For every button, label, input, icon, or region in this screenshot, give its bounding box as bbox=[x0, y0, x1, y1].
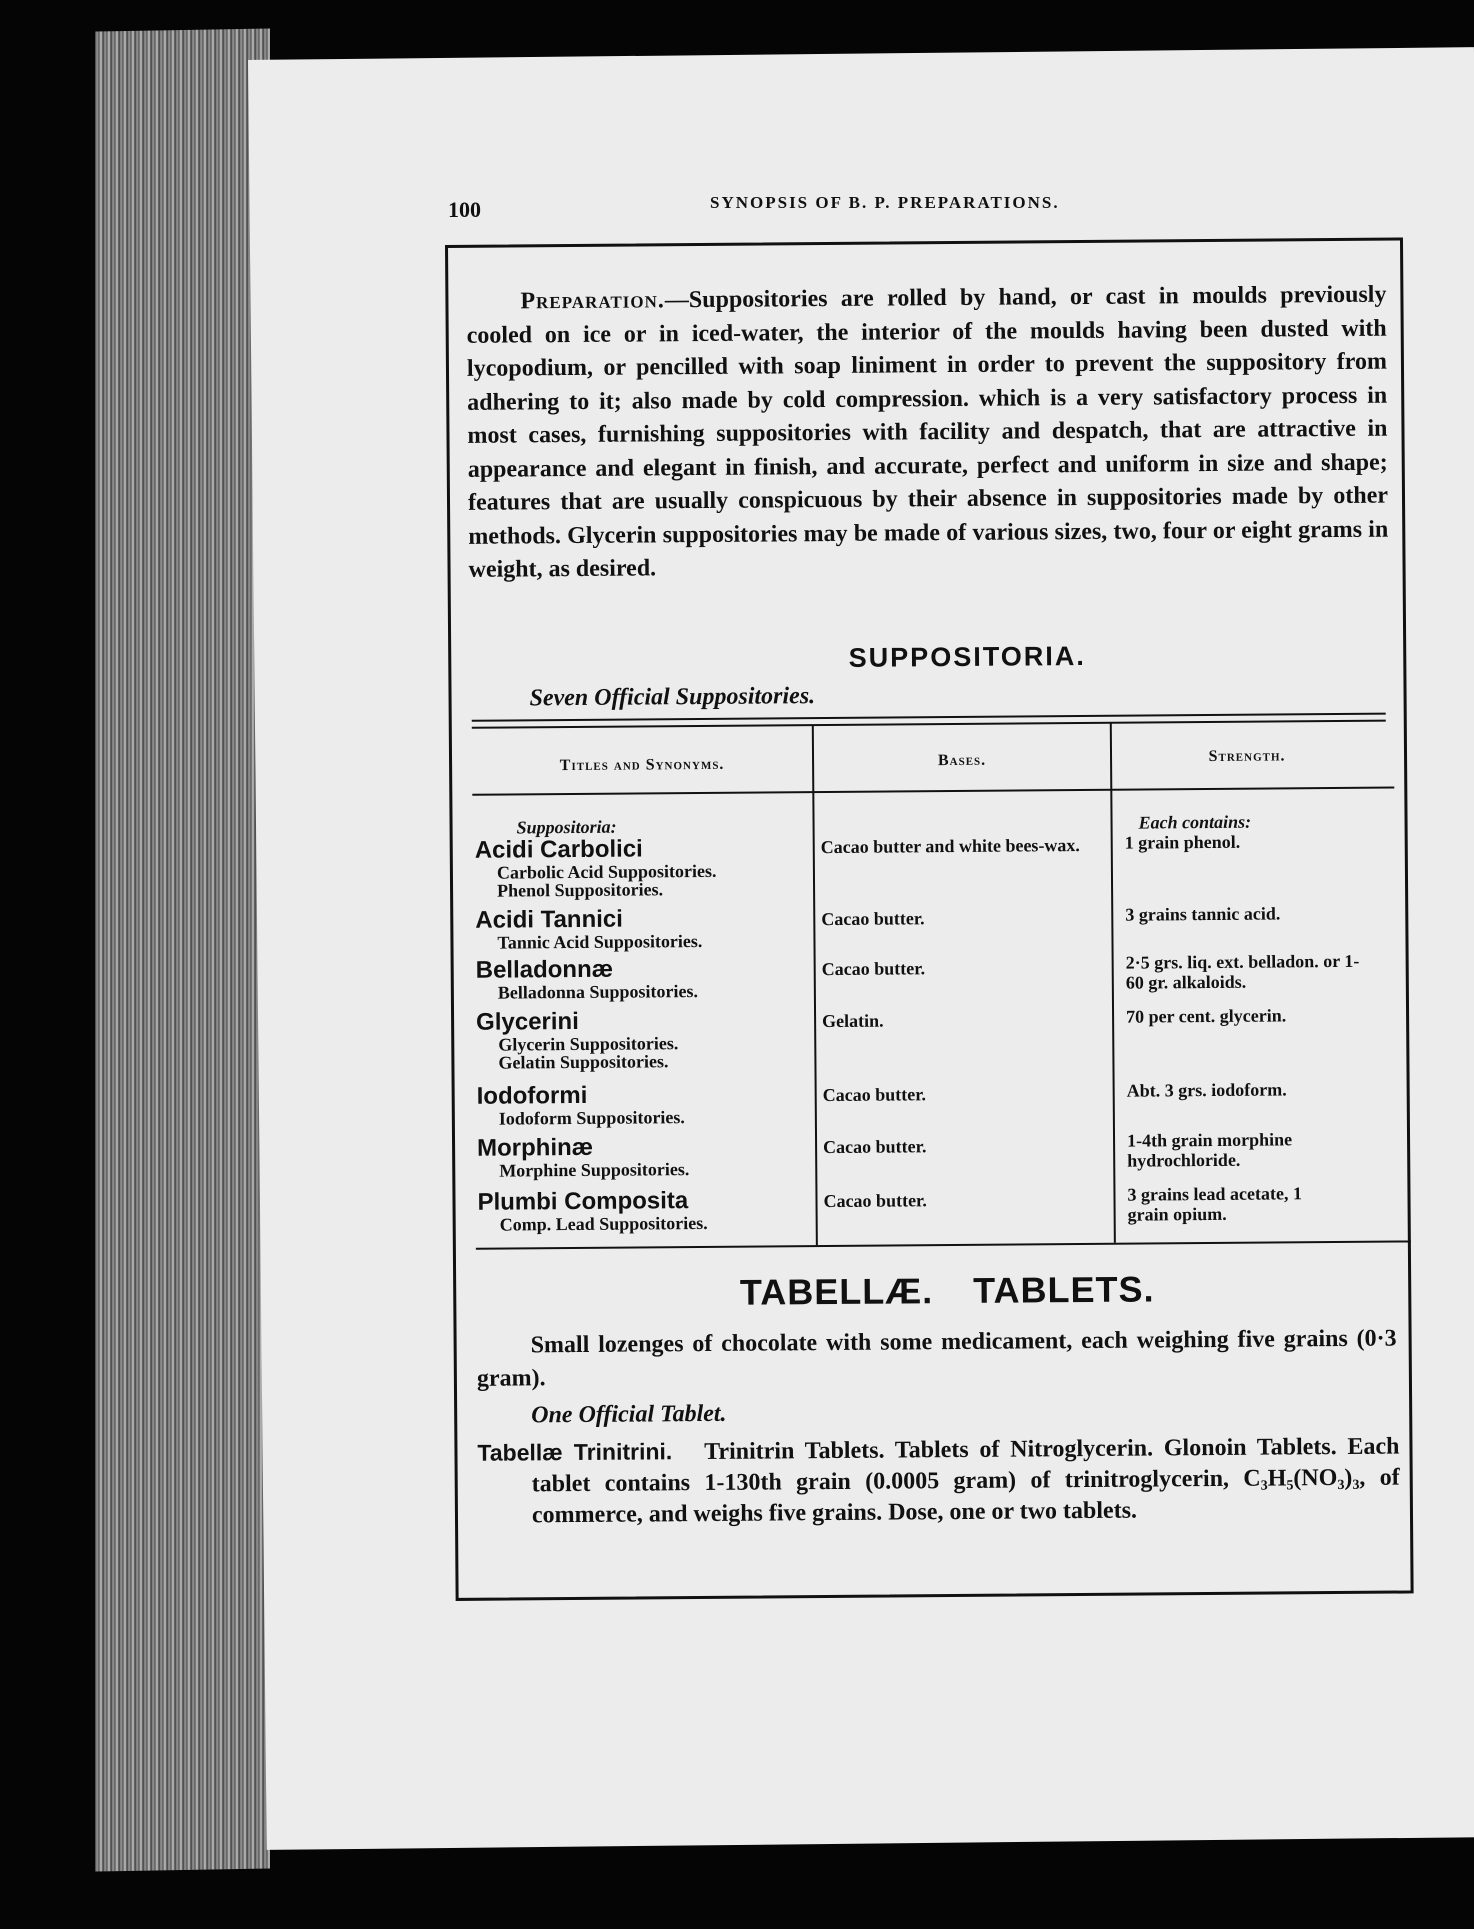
page-number: 100 bbox=[448, 197, 481, 222]
row-strength: 3 grains lead acetate, 1 grain opium. bbox=[1127, 1183, 1303, 1225]
column-divider-1 bbox=[812, 725, 818, 1245]
tabellae-entry bbox=[477, 1431, 1400, 1532]
row-title: Belladonnæ bbox=[475, 955, 614, 984]
tabellae-description-text: Small lozenges of chocolate with some medicament, each weighing five grains (0·3 gram). bbox=[476, 1325, 1397, 1392]
row-synonym: Comp. Lead Suppositories. bbox=[499, 1212, 708, 1235]
header-rule bbox=[472, 787, 1394, 796]
table-row bbox=[454, 1002, 1406, 1073]
row-synonym: Belladonna Suppositories. bbox=[497, 981, 699, 1003]
row-strength: 3 grains tannic acid. bbox=[1125, 903, 1281, 925]
formula-subscript: 3 bbox=[1337, 1477, 1345, 1494]
row-title: Morphinæ bbox=[476, 1133, 594, 1162]
table-row bbox=[455, 1128, 1407, 1181]
row-synonym: Phenol Suppositories. bbox=[496, 879, 664, 901]
row-title: Plumbi Composita bbox=[477, 1187, 689, 1216]
tabellae-entry-text-1: Trinitrin Tablets. Tablets of Nitroglycerin. Glonoin Tablets. Each tablet contains 1-130th grain (0.0005 gram) of trinitroglycerin, C bbox=[531, 1433, 1400, 1498]
row-base: Cacao butter. bbox=[821, 908, 925, 930]
strength-column-label: Each contains: bbox=[1138, 811, 1252, 833]
tabellae-heading bbox=[456, 1266, 1408, 1315]
row-synonym: Iodoform Suppositories. bbox=[498, 1107, 685, 1129]
table-row bbox=[455, 1182, 1407, 1235]
preparation-text: —Suppositories are rolled by hand, or cast in moulds previously cooled on ice or in iced-water, the interior of the moulds having been dusted with lycopodium, or pencilled with soap liniment in order to prevent the suppository from adhering to it; also made by cold compression. which is a very satisfactory process in most cases, furnishing suppositories with facility and despatch, that are attractive in appearance and elegant in finish, and accurate, perfect and uniform in size and shape; features that are usually conspicuous by their absence in suppositories made by other methods. Glycerin suppositories may be made of various sizes, two, four or eight grams in weight, as desired. bbox=[466, 281, 1389, 583]
row-base: Cacao butter. bbox=[823, 1190, 927, 1212]
row-synonym: Glycerin Suppositories. bbox=[498, 1033, 679, 1055]
formula-part: H bbox=[1267, 1465, 1287, 1492]
book-page-edges bbox=[95, 28, 270, 1871]
row-base: Cacao butter and white bees-wax. bbox=[820, 835, 1080, 858]
suppositoria-heading: SUPPOSITORIA. bbox=[848, 640, 1086, 673]
row-strength: 1-4th grain morphine hydrochloride. bbox=[1126, 1129, 1293, 1171]
row-base: Cacao butter. bbox=[822, 1084, 927, 1106]
column-header-strength: Strength. bbox=[1208, 747, 1286, 766]
preparation-lead: Preparation. bbox=[520, 287, 665, 315]
formula-part: ) bbox=[1344, 1464, 1353, 1491]
formula-part: (NO bbox=[1293, 1465, 1338, 1492]
column-header-titles: Titles and Synonyms. bbox=[559, 755, 725, 775]
row-base: Cacao butter. bbox=[821, 958, 926, 980]
row-synonym: Gelatin Suppositories. bbox=[498, 1051, 669, 1073]
tabellae-subheading: One Official Tablet. bbox=[531, 1400, 727, 1429]
tabellae-heading-english: TABLETS. bbox=[973, 1268, 1155, 1311]
row-strength: Abt. 3 grs. iodoform. bbox=[1126, 1079, 1287, 1101]
formula-subscript: 3 bbox=[1260, 1478, 1268, 1494]
column-header-bases: Bases. bbox=[937, 751, 987, 770]
row-synonym: Carbolic Acid Suppositories. bbox=[496, 860, 717, 883]
column-divider-2 bbox=[1110, 723, 1116, 1243]
row-strength: 2·5 grs. liq. ext. belladon. or 1-60 gr. alkaloids. bbox=[1125, 950, 1360, 993]
title-column-label: Suppositoria: bbox=[516, 816, 617, 838]
row-title: Acidi Tannici bbox=[475, 905, 623, 934]
row-title: Acidi Carbolici bbox=[474, 835, 643, 864]
table-row bbox=[455, 1076, 1407, 1129]
row-title: Iodoformi bbox=[476, 1081, 588, 1110]
table-row bbox=[453, 900, 1405, 953]
row-strength: 70 per cent. glycerin. bbox=[1126, 1005, 1287, 1027]
tabellae-entry-text-2: , of commerce, and weighs five grains. Dose, one or two tablets. bbox=[531, 1464, 1400, 1529]
row-strength: 1 grain phenol. bbox=[1124, 831, 1241, 853]
row-title: Glycerini bbox=[475, 1007, 579, 1036]
content-frame bbox=[445, 237, 1414, 1600]
table-top-rule bbox=[472, 713, 1386, 729]
row-base: Gelatin. bbox=[822, 1010, 884, 1032]
tabellae-heading-latin: TABELLÆ. bbox=[739, 1270, 934, 1313]
tabellae-entry-name: Tabellæ Trinitrini. bbox=[477, 1438, 673, 1466]
formula-subscript: 3 bbox=[1352, 1477, 1360, 1493]
suppositoria-subheading: Seven Official Suppositories. bbox=[529, 683, 816, 712]
formula-subscript: 5 bbox=[1286, 1478, 1294, 1494]
row-base: Cacao butter. bbox=[823, 1136, 927, 1158]
running-title: SYNOPSIS OF B. P. PREPARATIONS. bbox=[710, 193, 1060, 212]
table-bottom-rule bbox=[476, 1240, 1411, 1249]
preparation-paragraph bbox=[466, 279, 1388, 588]
row-synonym: Morphine Suppositories. bbox=[499, 1159, 690, 1181]
table-label-row bbox=[453, 810, 1405, 838]
row-synonym: Tannic Acid Suppositories. bbox=[497, 931, 703, 953]
tabellae-description bbox=[477, 1323, 1397, 1396]
